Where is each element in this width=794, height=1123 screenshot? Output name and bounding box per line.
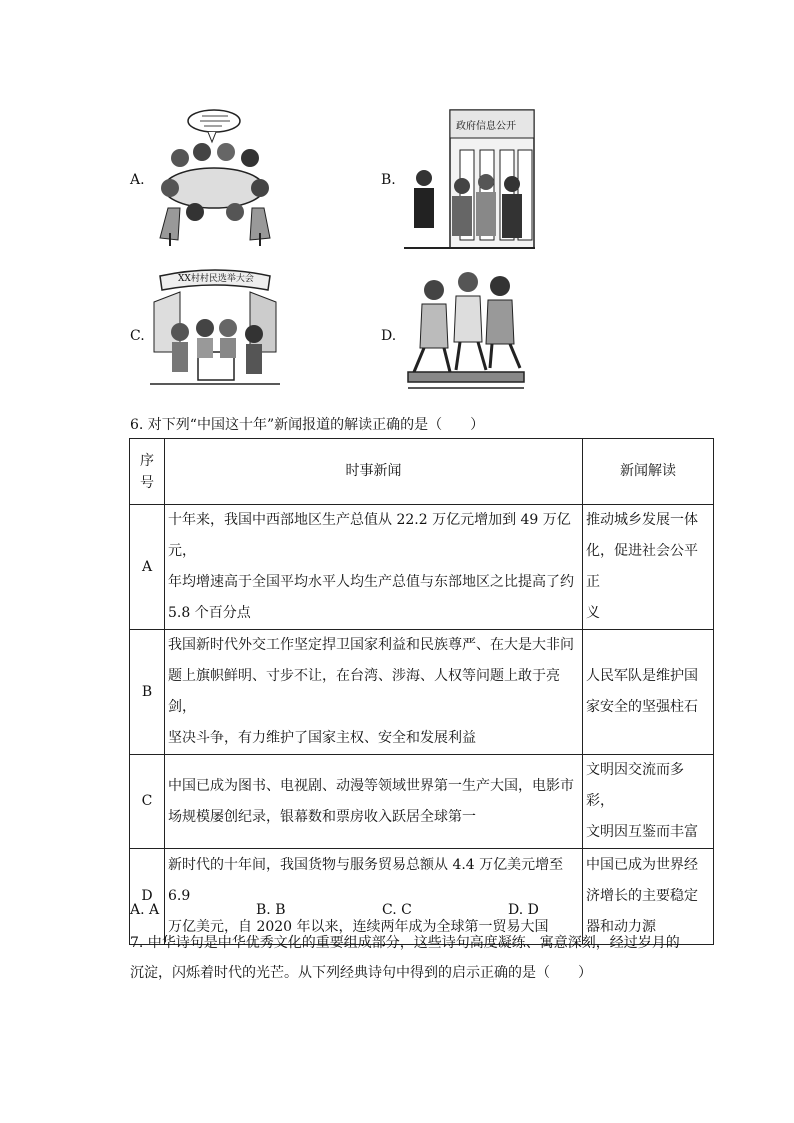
row-interp (583, 755, 714, 849)
news-line: 年均增速高于全国平均水平人均生产总值与东部地区之比提高了约 (168, 574, 574, 590)
header-seq: 序号 (130, 439, 165, 505)
table-header-row (130, 439, 714, 505)
row-interp (583, 505, 714, 630)
answer-b[interactable]: B. B (256, 902, 286, 918)
table-row-b (130, 630, 714, 755)
news-line: 十年来，我国中西部地区生产总值从 22.2 万亿元增加到 49 万亿元， (168, 512, 571, 559)
table-row-a (130, 505, 714, 630)
interp-line: 文明因交流而多彩， (586, 762, 684, 809)
header-news: 时事新闻 (165, 439, 583, 505)
interp-line: 人民军队是维护国 (586, 668, 698, 684)
row-seq: D (130, 849, 165, 945)
option-a-label: A. (130, 172, 145, 188)
interp-line: 中国已成为世界经 (586, 857, 698, 873)
election-banner: XX村村民选举大会 (178, 274, 254, 284)
interp-line: 化，促进社会公平正 (586, 543, 698, 590)
news-line: 新时代的十年间，我国货物与服务贸易总额从 4.4 万亿美元增至 6.9 (168, 857, 564, 904)
row-news (165, 505, 583, 630)
news-line: 坚决斗争，有力维护了国家主权、安全和发展利益 (168, 730, 476, 746)
header-interp: 新闻解读 (583, 439, 714, 505)
interp-line: 义 (586, 605, 600, 621)
news-line: 场规模屡创纪录，银幕数和票房收入跃居全球第一 (168, 808, 476, 825)
question-7-line-1: 7. 中华诗句是中华优秀文化的重要组成部分，这些诗句高度凝练、寓意深刻，经过岁月的 (130, 935, 680, 951)
row-interp (583, 849, 714, 945)
info-board-sign: 政府信息公开 (456, 121, 516, 132)
row-news (165, 755, 583, 849)
answer-d[interactable]: D. D (508, 902, 539, 918)
cartoon-b-info-board (404, 108, 535, 250)
news-line: 万亿美元，自 2020 年以来，连续两年成为全球第一贸易大国 (168, 919, 549, 935)
row-seq: A (130, 505, 165, 630)
news-line: 5.8 个百分点 (168, 605, 251, 621)
row-interp (583, 630, 714, 755)
cartoon-c-election (150, 262, 280, 392)
news-table (129, 438, 714, 945)
row-seq: C (130, 755, 165, 849)
option-c-label: C. (130, 328, 145, 344)
question-7-line-2: 沉淀，闪烁着时代的光芒。从下列经典诗句中得到的启示正确的是（ ） (130, 965, 592, 981)
interp-line: 家安全的坚强柱石 (586, 699, 698, 715)
interp-line: 文明因互鉴而丰富 (586, 824, 698, 840)
interp-line: 推动城乡发展一体 (586, 512, 698, 528)
cartoon-d-walking (404, 268, 534, 396)
question-6-stem: 6. 对下列“中国这十年”新闻报道的解读正确的是（ ） (130, 417, 485, 433)
answer-c[interactable]: C. C (382, 902, 412, 918)
row-seq: B (130, 630, 165, 755)
option-b-label: B. (381, 172, 396, 188)
news-line: 中国已成为图书、电视剧、动漫等领域世界第一生产大国，电影市 (168, 777, 574, 794)
cartoon-a-meeting (150, 108, 280, 248)
row-news (165, 630, 583, 755)
interp-line: 济增长的主要稳定 (586, 888, 698, 904)
row-news (165, 849, 583, 945)
news-line: 题上旗帜鲜明、寸步不让，在台湾、涉海、人权等问题上敢于亮剑， (168, 668, 560, 715)
news-line: 我国新时代外交工作坚定捍卫国家利益和民族尊严、在大是大非问 (168, 637, 574, 653)
table-row-c (130, 755, 714, 849)
answer-a[interactable]: A. A (130, 902, 160, 918)
option-d-label: D. (381, 328, 397, 344)
table-row-d (130, 849, 714, 945)
interp-line: 器和动力源 (586, 919, 656, 935)
